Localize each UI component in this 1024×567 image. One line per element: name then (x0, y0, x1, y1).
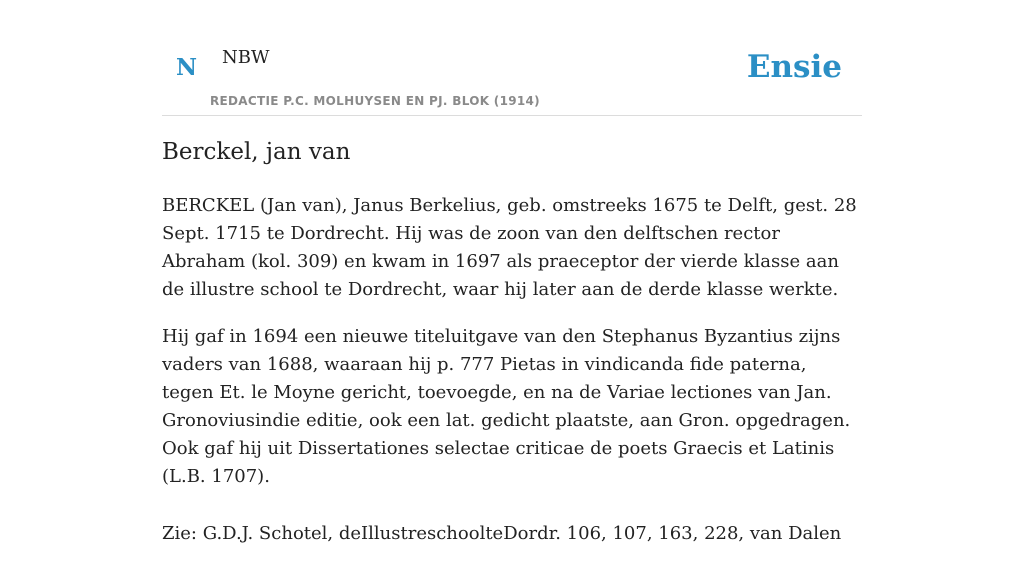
source-logo[interactable]: N (176, 54, 198, 81)
article (162, 138, 862, 567)
source-header (162, 36, 862, 116)
article-references: Zie: G.D.J. Schotel, deIllustreschoolteDordr. 106, 107, 163, 228, van Dalen (162, 522, 842, 544)
article-title: Berckel, jan van (162, 139, 351, 165)
brand-logo[interactable]: Ensie (746, 49, 842, 85)
article-paragraph: Hij gaf in 1694 een nieuwe titeluitgave van den Stephanus Byzantius zijns vaders van 1688, waaraan hij p. 777 Pietas in vindicanda fide paterna, tegen Et. le Moyne gericht, toevoegde, en na de Variae lectiones van Jan. Gronoviusindie editie, ook een lat. gedicht plaatste, aan Gron. opgedragen. Ook gaf hij uit Dissertationes selectae criticae de poets Graecis et Latinis (L.B. 1707). (162, 325, 851, 487)
article-paragraph: BERCKEL (Jan van), Janus Berkelius, geb. omstreeks 1675 te Delft, gest. 28 Sept. 1715 te Dordrecht. Hij was de zoon van den delftschen rector Abraham (kol. 309) en kwam in 1697 als praeceptor der vierde klasse aan de illustre school te Dordrecht, waar hij later aan de derde klasse werkte. (162, 194, 857, 300)
source-title[interactable]: NBW (222, 47, 270, 68)
source-subtitle: REDACTIE P.C. MOLHUYSEN EN PJ. BLOK (1914) (210, 94, 540, 108)
